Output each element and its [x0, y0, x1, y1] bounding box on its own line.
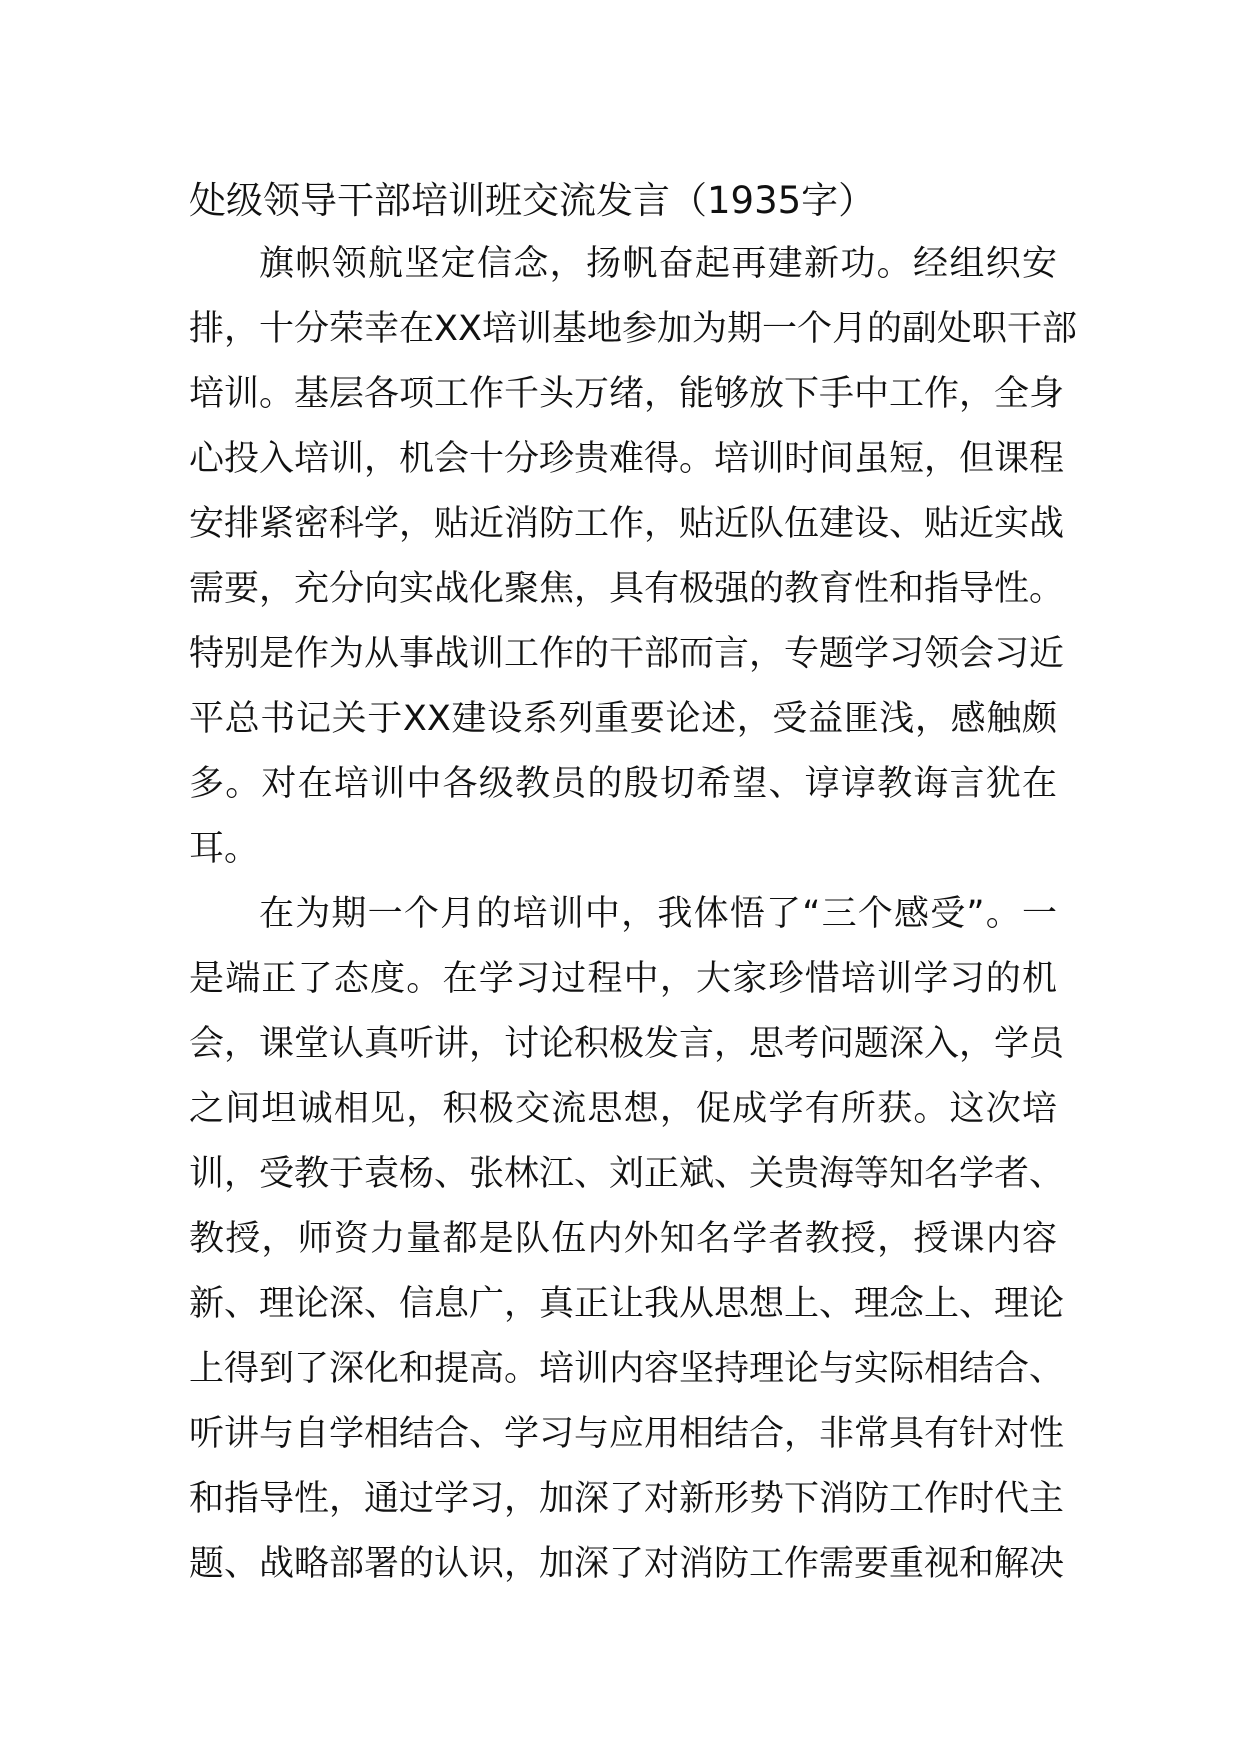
paragraph-line: 题、战略部署的认识，加深了对消防工作需要重视和解决	[189, 1544, 1065, 1584]
paragraph-line: 平总书记关于XX建设系列重要论述，受益匪浅，感触颇	[189, 699, 1057, 739]
paragraph-line: 安排紧密科学，贴近消防工作，贴近队伍建设、贴近实战	[189, 504, 1065, 544]
paragraph-line: 之间坦诚相见，积极交流思想，促成学有所获。这次培	[189, 1089, 1057, 1129]
paragraph-line: 多。对在培训中各级教员的殷切希望、谆谆教诲言犹在	[189, 764, 1057, 804]
paragraph-line: 上得到了深化和提高。培训内容坚持理论与实际相结合、	[189, 1349, 1065, 1389]
document-body	[189, 232, 1077, 1597]
paragraph-line: 培训。基层各项工作千头万绪，能够放下手中工作，全身	[189, 374, 1065, 414]
paragraph-line: 训，受教于袁杨、张林江、刘正斌、关贵海等知名学者、	[189, 1154, 1065, 1194]
paragraph-line: 和指导性，通过学习，加深了对新形势下消防工作时代主	[189, 1479, 1065, 1519]
paragraph-line: 教授，师资力量都是队伍内外知名学者教授，授课内容	[189, 1219, 1057, 1259]
paragraph-line: 是端正了态度。在学习过程中，大家珍惜培训学习的机	[189, 959, 1057, 999]
paragraph-line: 新、理论深、信息广，真正让我从思想上、理念上、理论	[189, 1284, 1065, 1324]
paragraph-line: 需要，充分向实战化聚焦，具有极强的教育性和指导性。	[189, 569, 1065, 609]
paragraph-line: 耳。	[189, 829, 260, 869]
paragraph-line: 心投入培训，机会十分珍贵难得。培训时间虽短，但课程	[189, 439, 1065, 479]
paragraph-line: 旗帜领航坚定信念，扬帆奋起再建新功。经组织安	[259, 244, 1057, 284]
document-title: 处级领导干部培训班交流发言（1935字）	[189, 179, 876, 222]
paragraph-line: 在为期一个月的培训中，我体悟了“三个感受”。一	[259, 894, 1057, 934]
paragraph-line: 会，课堂认真听讲，讨论积极发言，思考问题深入，学员	[189, 1024, 1065, 1064]
paragraph-line: 排，十分荣幸在XX培训基地参加为期一个月的副处职干部	[189, 309, 1077, 349]
paragraph-line: 听讲与自学相结合、学习与应用相结合，非常具有针对性	[189, 1414, 1065, 1454]
paragraph-line: 特别是作为从事战训工作的干部而言，专题学习领会习近	[189, 634, 1065, 674]
